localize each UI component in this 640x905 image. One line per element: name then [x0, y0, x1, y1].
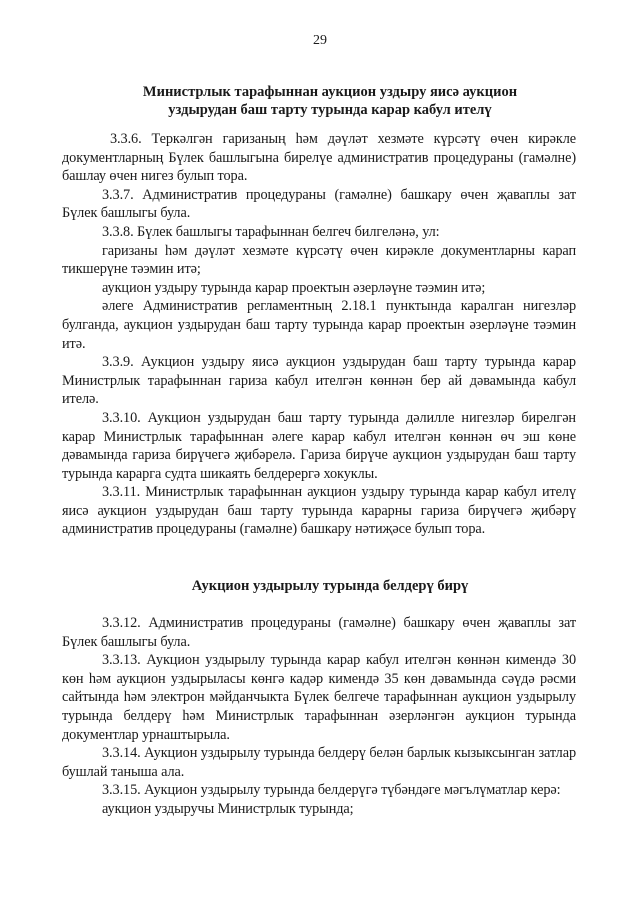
list-item-prepare-decision: аукцион уздыру турында карар проектын әзерләүне тәэмин итә; [102, 279, 486, 296]
list-item-prepare-refusal: әлеге Административ регламентның 2.18.1 пунктында каралган нигезләр булганда, аукцион уздырудан баш тарту турында карар проектын әзерләүне тәэмин итә. [62, 298, 576, 352]
heading-line-2: уздырудан баш тарту турында карар кабул ителү [168, 102, 492, 118]
section-body-notice [62, 614, 576, 819]
heading-line-1: Министрлык тарафыннан аукцион уздыру яисә аукцион [142, 84, 518, 100]
paragraph-3-3-12: 3.3.12. Административ процедураны (гамәлне) башкару өчен җаваплы зат Бүлек башлыгы була. [62, 615, 576, 650]
section-heading-notice: Аукцион уздырылу турында белдерү бирү [191, 578, 469, 594]
paragraph-3-3-9: 3.3.9. Аукцион уздыру яисә аукцион уздырудан баш тарту турында карар Министрлык тарафыннан гариза кабул ителгән көннән бер ай дәвамында кабул ителә. [62, 354, 576, 408]
paragraph-3-3-8: 3.3.8. Бүлек башлыгы тарафыннан белгеч билгеләнә, ул: [102, 223, 440, 240]
paragraph-3-3-6: 3.3.6. Теркәлгән гаризаның һәм дәүләт хезмәте күрсәтү өчен кирәкле документларның Бүлек башлыгына бирелүе административ процедураны (гамәлне) башлау өчен нигез булып тора. [62, 131, 576, 185]
paragraph-3-3-13: 3.3.13. Аукцион уздырылу турында карар кабул ителгән көннән кимендә 30 көн һәм аукцион уздырыласы көнгә кадәр кимендә 35 көн дәвамында сәүдә рәсми сайтында һәм электрон мәйданчыкта Бүлек белгече тарафыннан аукцион уздырылу турында белдерү һәм Министрлык тарафыннан әзерләнгән аукцион турында документлар урнаштырыла. [62, 652, 576, 743]
section-heading-decision [90, 83, 570, 119]
paragraph-3-3-15: 3.3.15. Аукцион уздырылу турында белдерүгә түбәндәге мәгълүматлар керә: [102, 782, 561, 799]
paragraph-3-3-11: 3.3.11. Министрлык тарафыннан аукцион уздыру турында карар кабул ителү яисә аукцион уздырудан баш тарту турында карарны гариза бирүчегә җибәрү административ процедураны (гамәлне) башкару нәтиҗәсе булып тора. [62, 484, 576, 538]
paragraph-3-3-10: 3.3.10. Аукцион уздырудан баш тарту турында дәлилле нигезләр бирелгән карар Министрлык тарафыннан әлеге карар кабул ителгән көннән өч эш көне дәвамында гариза бирүчегә җибәрелә. Гариза бирүче аукцион уздырудан баш тарту турында карарга судта шикаять белдерергә хокуклы. [62, 409, 576, 482]
list-item-organizer: аукцион уздыручы Министрлык турында; [102, 800, 354, 817]
paragraph-3-3-14: 3.3.14. Аукцион уздырылу турында белдерү белән барлык кызыксынган затлар бушлай таныша ала. [62, 745, 576, 780]
paragraph-3-3-7: 3.3.7. Административ процедураны (гамәлне) башкару өчен җаваплы зат Бүлек башлыгы була. [62, 186, 576, 222]
list-item-review-documents: гаризаны һәм дәүләт хезмәте күрсәтү өчен кирәкле документларны карап тикшерүне тәэмин итә; [62, 242, 576, 278]
page-number: 29 [313, 33, 327, 48]
section-body-decision [62, 130, 576, 539]
